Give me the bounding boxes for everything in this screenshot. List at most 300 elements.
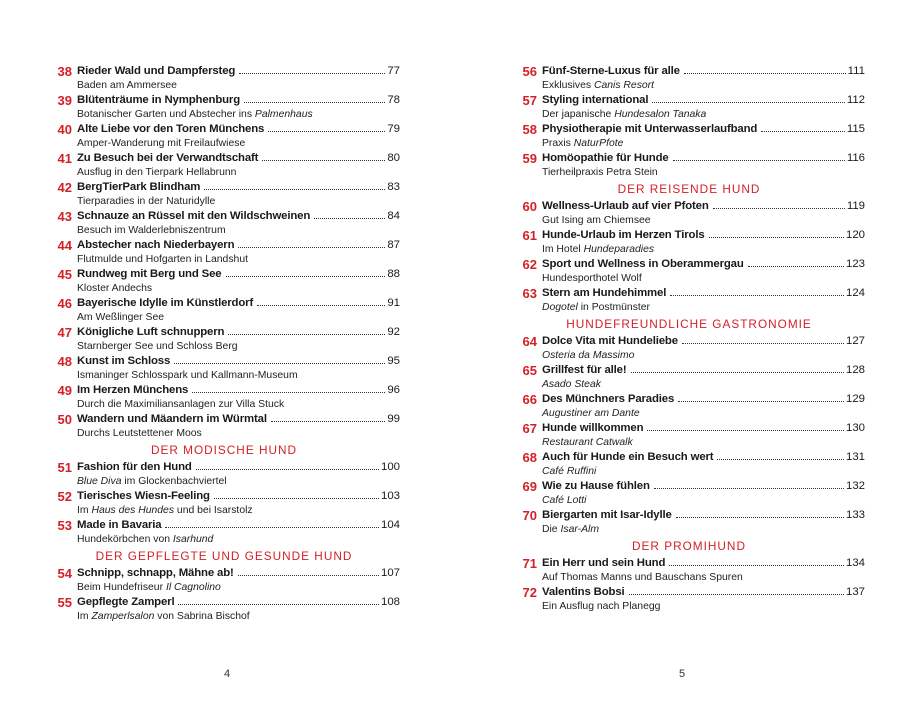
chapter-subtitle (77, 504, 400, 517)
entry-body (542, 228, 865, 256)
subtitle-name-italic: Blue Diva (77, 476, 122, 487)
dot-leader (165, 527, 379, 528)
subtitle-text: Flutmulde und Hofgarten in Landshut (77, 254, 248, 265)
chapter-subtitle (542, 301, 865, 314)
dot-leader (226, 276, 386, 277)
entry-body (542, 421, 865, 449)
chapter-title: Wellness-Urlaub auf vier Pfoten (542, 200, 709, 212)
dot-leader (178, 604, 379, 605)
chapter-number: 58 (522, 122, 537, 137)
chapter-subtitle (542, 137, 865, 150)
toc-entry (48, 383, 400, 412)
page-reference: 115 (846, 123, 865, 135)
chapter-number: 57 (522, 93, 537, 108)
subtitle-name-italic: Asado Steak (542, 379, 601, 390)
chapter-title: Physiotherapie mit Unterwasserlaufband (542, 123, 758, 135)
entry-title-line (542, 363, 865, 378)
entry-body (542, 479, 865, 507)
subtitle-text: Durch die Maximiliansanlagen zur Villa Stuck (77, 399, 285, 410)
subtitle-text: Tierparadies in der Naturidylle (77, 196, 216, 207)
dot-leader (654, 488, 844, 489)
chapter-title: Schnipp, schnapp, Mähne ab! (77, 567, 234, 579)
chapter-title: Auch für Hunde ein Besuch wert (542, 451, 714, 463)
dot-leader (238, 247, 385, 248)
toc-entry (513, 228, 865, 257)
page-reference: 96 (387, 384, 400, 396)
chapter-number: 53 (57, 518, 72, 533)
chapter-subtitle (77, 475, 400, 488)
page-reference: 83 (387, 181, 400, 193)
chapter-title: Biergarten mit Isar-Idylle (542, 509, 672, 521)
subtitle-name-italic: Café Lotti (542, 495, 587, 506)
page-reference: 77 (387, 65, 400, 77)
chapter-title: Sport und Wellness in Oberammergau (542, 258, 744, 270)
chapter-title: Im Herzen Münchens (77, 384, 189, 396)
dot-leader (629, 594, 844, 595)
chapter-number: 59 (522, 151, 537, 166)
subtitle-text: Im (77, 505, 92, 516)
entry-title-line (77, 518, 400, 533)
entry-body (77, 151, 400, 179)
toc-entry (513, 479, 865, 508)
chapter-title: Hunde willkommen (542, 422, 644, 434)
entry-body (77, 93, 400, 121)
chapter-subtitle (77, 398, 400, 411)
toc-entry (513, 450, 865, 479)
dot-leader (684, 73, 846, 74)
page-reference: 133 (845, 509, 865, 521)
subtitle-text: Exklusives (542, 80, 594, 91)
toc-entry (48, 151, 400, 180)
entry-title-line (542, 257, 865, 272)
entry-body (77, 296, 400, 324)
dot-leader (647, 430, 844, 431)
chapter-number: 46 (57, 296, 72, 311)
page-reference: 123 (845, 258, 865, 270)
toc-entry (513, 257, 865, 286)
dot-leader (631, 372, 844, 373)
chapter-subtitle (542, 79, 865, 92)
toc-entry (48, 354, 400, 383)
chapter-number: 69 (522, 479, 537, 494)
chapter-number: 61 (522, 228, 537, 243)
page-reference: 107 (380, 567, 400, 579)
subtitle-text: Gut Ising am Chiemsee (542, 215, 651, 226)
entry-body (77, 518, 400, 546)
toc-entry (513, 64, 865, 93)
chapter-number: 68 (522, 450, 537, 465)
entry-body (77, 180, 400, 208)
page-reference: 127 (845, 335, 865, 347)
subtitle-text: Kloster Andechs (77, 283, 153, 294)
chapter-title: Fünf-Sterne-Luxus für alle (542, 65, 680, 77)
toc-entry (513, 199, 865, 228)
toc-entry (48, 209, 400, 238)
dot-leader (239, 73, 385, 74)
chapter-number: 54 (57, 566, 72, 581)
subtitle-name-italic: Osteria da Massimo (542, 350, 635, 361)
chapter-title: Made in Bavaria (77, 519, 162, 531)
entry-title-line (77, 354, 400, 369)
entry-body (77, 595, 400, 623)
dot-leader (673, 160, 845, 161)
chapter-title: Wandern und Mäandern im Würmtal (77, 413, 267, 425)
page-reference: 99 (387, 413, 400, 425)
entry-title-line (542, 334, 865, 349)
entry-body (542, 122, 865, 150)
dot-leader (228, 334, 385, 335)
dot-leader (238, 575, 379, 576)
chapter-subtitle (542, 436, 865, 449)
section-heading: HUNDEFREUNDLICHE GASTRONOMIE (566, 317, 812, 331)
chapter-number: 44 (57, 238, 72, 253)
chapter-number: 60 (522, 199, 537, 214)
page-reference: 92 (387, 326, 400, 338)
subtitle-name-italic: Haus des Hundes (91, 505, 175, 516)
entry-body (542, 257, 865, 285)
chapter-title: Zu Besuch bei der Verwandtschaft (77, 152, 259, 164)
subtitle-name-italic: Isarhund (172, 534, 214, 545)
page-reference: 84 (387, 210, 400, 222)
chapter-subtitle (542, 166, 865, 179)
page-reference: 104 (380, 519, 400, 531)
dot-leader (713, 208, 845, 209)
chapter-title: Schnauze an Rüssel mit den Wildschweinen (77, 210, 311, 222)
page-reference: 112 (846, 94, 865, 106)
entry-body (542, 450, 865, 478)
chapter-number: 51 (57, 460, 72, 475)
entry-title-line (542, 151, 865, 166)
subtitle-text: Am Weßlinger See (77, 312, 165, 323)
chapter-number: 71 (522, 556, 537, 571)
toc-entry (48, 460, 400, 489)
subtitle-text: Ein Ausflug nach Planegg (542, 601, 661, 612)
chapter-title: Königliche Luft schnuppern (77, 326, 225, 338)
toc-entry (513, 334, 865, 363)
chapter-title: Blütenträume in Nymphenburg (77, 94, 241, 106)
page-reference: 87 (387, 239, 400, 251)
subtitle-name-italic: Restaurant Catwalk (542, 437, 633, 448)
dot-leader (670, 295, 844, 296)
chapter-subtitle (77, 311, 400, 324)
right-toc-column (513, 64, 865, 614)
subtitle-text: Im Hotel (542, 244, 584, 255)
dot-leader (192, 392, 385, 393)
entry-body (77, 267, 400, 295)
chapter-title: Tierisches Wiesn-Feeling (77, 490, 210, 502)
subtitle-text: Im (77, 611, 92, 622)
page-reference: 91 (387, 297, 400, 309)
chapter-title: Bayerische Idylle im Künstlerdorf (77, 297, 254, 309)
dot-leader (761, 131, 845, 132)
chapter-subtitle (542, 465, 865, 478)
chapter-subtitle (77, 369, 400, 382)
toc-entry (513, 122, 865, 151)
subtitle-text: Besuch im Walderlebniszentrum (77, 225, 226, 236)
toc-entry (513, 585, 865, 614)
page-reference: 79 (387, 123, 400, 135)
toc-entry (48, 93, 400, 122)
chapter-subtitle (77, 427, 400, 440)
chapter-number: 63 (522, 286, 537, 301)
subtitle-name-italic: Café Ruffini (542, 466, 597, 477)
chapter-number: 67 (522, 421, 537, 436)
entry-title-line (77, 151, 400, 166)
section-heading: DER PROMIHUND (632, 539, 746, 553)
chapter-number: 42 (57, 180, 72, 195)
entry-title-line (77, 93, 400, 108)
page-reference: 108 (380, 596, 400, 608)
subtitle-text: im Glockenbachviertel (121, 476, 227, 487)
page-reference: 128 (845, 364, 865, 376)
subtitle-name-italic: Zamperlsalon (91, 611, 155, 622)
chapter-title: Alte Liebe vor den Toren Münchens (77, 123, 265, 135)
chapter-number: 72 (522, 585, 537, 600)
entry-body (77, 489, 400, 517)
dot-leader (244, 102, 385, 103)
page-reference: 116 (846, 152, 865, 164)
dot-leader (682, 343, 844, 344)
chapter-number: 55 (57, 595, 72, 610)
chapter-title: Grillfest für alle! (542, 364, 627, 376)
subtitle-text: Beim Hundefriseur (77, 582, 166, 593)
dot-leader (314, 218, 385, 219)
entry-title-line (542, 421, 865, 436)
entry-body (77, 383, 400, 411)
dot-leader (268, 131, 385, 132)
chapter-subtitle (542, 378, 865, 391)
dot-leader (669, 565, 844, 566)
chapter-subtitle (77, 108, 400, 121)
subtitle-text: Durchs Leutstettener Moos (77, 428, 202, 439)
entry-body (542, 508, 865, 536)
entry-title-line (542, 508, 865, 523)
entry-title-line (542, 228, 865, 243)
dot-leader (257, 305, 385, 306)
entry-title-line (542, 392, 865, 407)
entry-title-line (77, 383, 400, 398)
toc-entry (48, 595, 400, 624)
entry-title-line (542, 585, 865, 600)
entry-title-line (77, 64, 400, 79)
chapter-title: Rundweg mit Berg und See (77, 268, 222, 280)
chapter-subtitle (542, 108, 865, 121)
chapter-number: 56 (522, 64, 537, 79)
page-reference: 119 (846, 200, 865, 212)
subtitle-text: Ausflug in den Tierpark Hellabrunn (77, 167, 237, 178)
subtitle-text: Amper-Wanderung mit Freilaufwiese (77, 138, 246, 149)
entry-title-line (542, 479, 865, 494)
chapter-subtitle (542, 407, 865, 420)
chapter-number: 48 (57, 354, 72, 369)
dot-leader (262, 160, 385, 161)
chapter-title: Ein Herr und sein Hund (542, 557, 666, 569)
toc-entry (48, 238, 400, 267)
section-heading: DER GEPFLEGTE UND GESUNDE HUND (95, 549, 353, 563)
chapter-subtitle (542, 523, 865, 536)
entry-title-line (542, 450, 865, 465)
toc-entry (48, 64, 400, 93)
chapter-subtitle (77, 610, 400, 623)
chapter-subtitle (542, 349, 865, 362)
chapter-title: Rieder Wald und Dampfersteg (77, 65, 236, 77)
entry-title-line (77, 566, 400, 581)
chapter-subtitle (77, 79, 400, 92)
toc-entry (513, 286, 865, 315)
chapter-subtitle (77, 166, 400, 179)
toc-entry (513, 392, 865, 421)
page-reference: 130 (845, 422, 865, 434)
chapter-subtitle (77, 195, 400, 208)
entry-body (77, 354, 400, 382)
chapter-title: Abstecher nach Niederbayern (77, 239, 235, 251)
subtitle-text: Baden am Ammersee (77, 80, 177, 91)
subtitle-text: Starnberger See und Schloss Berg (77, 341, 238, 352)
chapter-number: 49 (57, 383, 72, 398)
chapter-subtitle (77, 137, 400, 150)
subtitle-text: Hundekörbchen von (77, 534, 173, 545)
dot-leader (196, 469, 379, 470)
page-reference: 80 (387, 152, 400, 164)
chapter-title: Homöopathie für Hunde (542, 152, 669, 164)
chapter-number: 70 (522, 508, 537, 523)
entry-body (542, 286, 865, 314)
dot-leader (271, 421, 385, 422)
subtitle-text: Botanischer Garten und Abstecher ins (77, 109, 255, 120)
page-reference: 120 (845, 229, 865, 241)
subtitle-text: und bei Isarstolz (174, 505, 253, 516)
chapter-number: 52 (57, 489, 72, 504)
chapter-title: Stern am Hundehimmel (542, 287, 667, 299)
page-reference: 129 (845, 393, 865, 405)
chapter-subtitle (542, 243, 865, 256)
chapter-number: 47 (57, 325, 72, 340)
section-heading: DER MODISCHE HUND (150, 443, 298, 457)
toc-entry (513, 363, 865, 392)
chapter-subtitle (77, 340, 400, 353)
chapter-number: 41 (57, 151, 72, 166)
left-toc-column (48, 64, 400, 624)
chapter-title: Gepflegte Zamperl (77, 596, 175, 608)
chapter-subtitle (77, 533, 400, 546)
chapter-subtitle (77, 581, 400, 594)
dot-leader (214, 498, 379, 499)
entry-title-line (542, 64, 865, 79)
page-reference: 111 (847, 65, 865, 77)
page-reference: 88 (387, 268, 400, 280)
entry-body (542, 334, 865, 362)
entry-body (77, 460, 400, 488)
chapter-title: Kunst im Schloss (77, 355, 171, 367)
toc-entry (48, 296, 400, 325)
entry-body (77, 209, 400, 237)
chapter-number: 66 (522, 392, 537, 407)
entry-body (542, 64, 865, 92)
entry-title-line (77, 209, 400, 224)
page-reference: 78 (387, 94, 400, 106)
entry-body (77, 325, 400, 353)
chapter-number: 64 (522, 334, 537, 349)
entry-body (77, 122, 400, 150)
entry-title-line (77, 460, 400, 475)
subtitle-text: Hundesporthotel Wolf (542, 273, 642, 284)
toc-entry (48, 489, 400, 518)
subtitle-text: Praxis (542, 138, 574, 149)
subtitle-text: in Postmünster (577, 302, 651, 313)
toc-entry (513, 556, 865, 585)
chapter-number: 40 (57, 122, 72, 137)
toc-entry (48, 122, 400, 151)
chapter-title: Wie zu Hause fühlen (542, 480, 650, 492)
dot-leader (204, 189, 385, 190)
entry-body (77, 566, 400, 594)
page-reference: 131 (845, 451, 865, 463)
entry-body (77, 64, 400, 92)
subtitle-text: von Sabrina Bischof (154, 611, 250, 622)
chapter-title: Styling international (542, 94, 649, 106)
subtitle-name-italic: Augustiner am Dante (542, 408, 640, 419)
toc-entry (48, 566, 400, 595)
entry-body (542, 93, 865, 121)
chapter-subtitle (542, 272, 865, 285)
entry-body (542, 151, 865, 179)
entry-title-line (77, 180, 400, 195)
page-reference: 95 (387, 355, 400, 367)
chapter-title: Fashion für den Hund (77, 461, 192, 473)
dot-leader (678, 401, 844, 402)
dot-leader (717, 459, 844, 460)
subtitle-name-italic: Isar-Alm (560, 524, 599, 535)
toc-entry (513, 421, 865, 450)
page-reference: 137 (845, 586, 865, 598)
toc-entry (48, 267, 400, 296)
subtitle-name-italic: NaturPfote (573, 138, 624, 149)
page-reference: 103 (380, 490, 400, 502)
entry-body (542, 585, 865, 613)
chapter-number: 43 (57, 209, 72, 224)
subtitle-name-italic: Palmenhaus (254, 109, 313, 120)
entry-body (542, 363, 865, 391)
chapter-number: 45 (57, 267, 72, 282)
chapter-subtitle (542, 494, 865, 507)
section-heading: DER REISENDE HUND (617, 182, 761, 196)
chapter-subtitle (77, 253, 400, 266)
subtitle-text: Auf Thomas Manns und Bauschans Spuren (542, 572, 743, 583)
dot-leader (676, 517, 844, 518)
entry-body (77, 238, 400, 266)
chapter-number: 50 (57, 412, 72, 427)
entry-body (542, 199, 865, 227)
entry-title-line (77, 296, 400, 311)
toc-entry (513, 508, 865, 537)
entry-title-line (77, 489, 400, 504)
dot-leader (174, 363, 385, 364)
right-page-number: 5 (679, 668, 686, 680)
right-page (455, 0, 910, 701)
entry-title-line (542, 286, 865, 301)
toc-entry (48, 518, 400, 547)
chapter-subtitle (77, 282, 400, 295)
chapter-subtitle (77, 224, 400, 237)
entry-title-line (77, 238, 400, 253)
page-reference: 124 (845, 287, 865, 299)
chapter-subtitle (542, 571, 865, 584)
entry-title-line (77, 122, 400, 137)
subtitle-text: Der japanische (542, 109, 615, 120)
page-reference: 100 (380, 461, 400, 473)
toc-entry (48, 180, 400, 209)
chapter-subtitle (542, 214, 865, 227)
